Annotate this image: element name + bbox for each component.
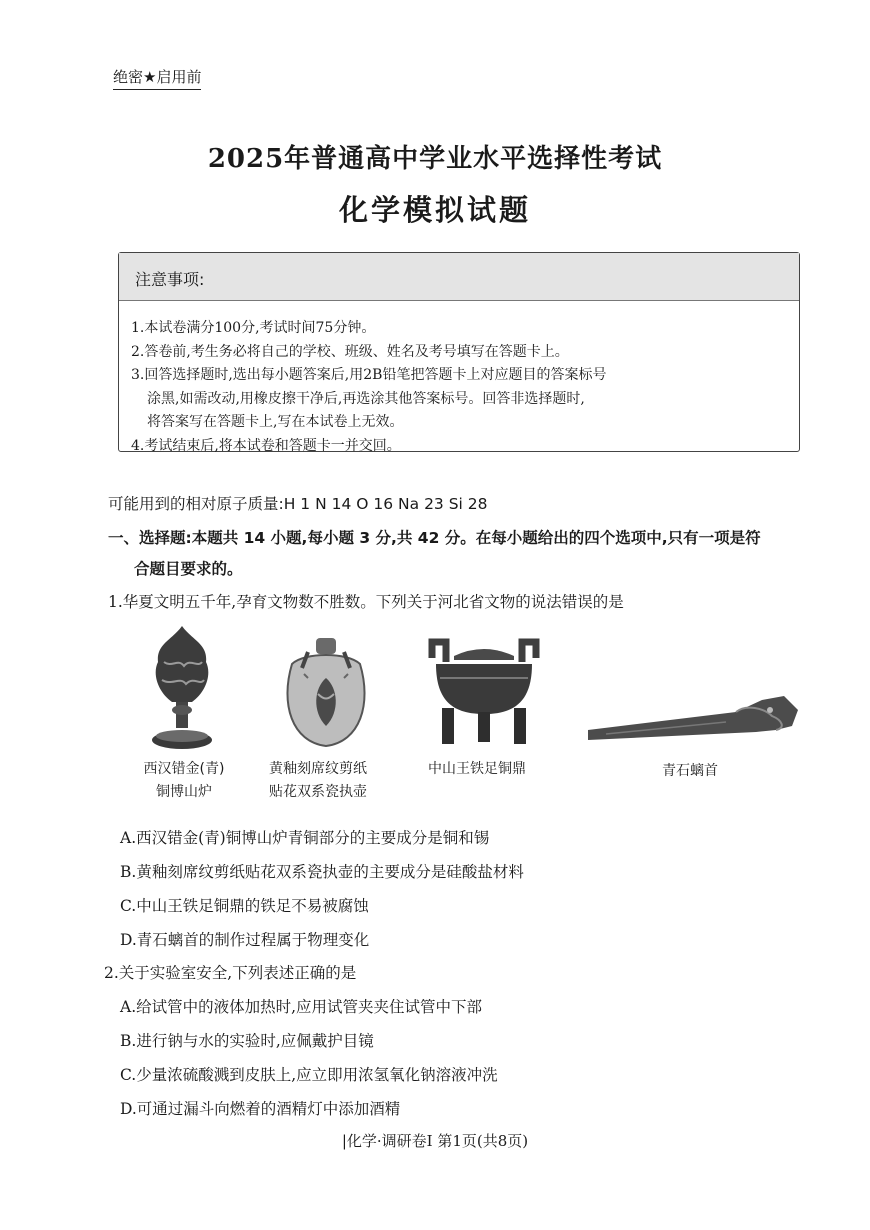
section-heading-cont: 合题目要求的。	[134, 560, 243, 578]
question-2-option-d: D.可通过漏斗向燃着的酒精灯中添加酒精	[120, 1100, 401, 1118]
section-heading: 一、选择题:本题共 14 小题,每小题 3 分,共 42 分。在每小题给出的四个选项中,只有一项是符	[108, 529, 761, 547]
caption-incense-burner	[128, 758, 240, 804]
notice-item: 将答案写在答题卡上,写在本试卷上无效。	[147, 414, 404, 430]
caption-stone-dragon-head	[630, 760, 750, 783]
notice-box	[118, 252, 800, 452]
question-1-option-d: D.青石螭首的制作过程属于物理变化	[120, 931, 370, 949]
caption-line: 铜博山炉	[156, 784, 212, 800]
question-2-stem: 2.关于实验室安全,下列表述正确的是	[104, 964, 357, 982]
notice-item: 2.答卷前,考生务必将自己的学校、班级、姓名及考号填写在答题卡上。	[131, 343, 569, 360]
caption-line: 黄釉刻席纹剪纸	[269, 761, 367, 777]
porcelain-ewer-image	[278, 634, 374, 752]
question-1-option-c: C.中山王铁足铜鼎的铁足不易被腐蚀	[120, 897, 369, 915]
question-2-option-b: B.进行钠与水的实验时,应佩戴护目镜	[120, 1032, 374, 1050]
notice-list	[131, 317, 791, 458]
question-2-option-a: A.给试管中的液体加热时,应用试管夹夹住试管中下部	[120, 998, 483, 1016]
notice-heading: 注意事项:	[119, 253, 799, 301]
exam-subtitle: 化学模拟试题	[338, 193, 531, 227]
caption-line: 中山王铁足铜鼎	[428, 761, 526, 777]
caption-porcelain-ewer	[256, 758, 380, 804]
stone-dragon-head-image	[586, 690, 802, 752]
atomic-masses: 可能用到的相对原子质量:H 1 N 14 O 16 Na 23 Si 28	[108, 495, 488, 513]
confidential-label: 绝密★启用前	[113, 66, 201, 90]
incense-burner-image	[142, 622, 222, 754]
caption-line: 青石螭首	[662, 763, 718, 779]
caption-line: 西汉错金(青)	[143, 761, 225, 777]
bronze-tripod-image	[414, 638, 554, 748]
question-1-stem: 1.华夏文明五千年,孕育文物数不胜数。下列关于河北省文物的说法错误的是	[108, 593, 624, 611]
notice-item: 4.考试结束后,将本试卷和答题卡一并交回。	[131, 437, 401, 454]
notice-item: 3.回答选择题时,选出每小题答案后,用2B铅笔把答题卡上对应题目的答案标号	[131, 367, 607, 383]
notice-item: 涂黑,如需改动,用橡皮擦干净后,再选涂其他答案标号。回答非选择题时,	[147, 390, 585, 407]
page-footer: |化学·调研卷Ⅰ 第1页(共8页)	[341, 1132, 529, 1150]
notice-item: 1.本试卷满分100分,考试时间75分钟。	[131, 320, 376, 336]
question-1-option-b: B.黄釉刻席纹剪纸贴花双系瓷执壶的主要成分是硅酸盐材料	[120, 863, 524, 881]
caption-bronze-tripod	[410, 758, 544, 781]
question-2-option-c: C.少量浓硫酸溅到皮肤上,应立即用浓氢氧化钠溶液冲洗	[120, 1066, 498, 1084]
question-1-option-a: A.西汉错金(青)铜博山炉青铜部分的主要成分是铜和锡	[120, 829, 490, 847]
exam-title: 2025年普通高中学业水平选择性考试	[207, 144, 663, 174]
caption-line: 贴花双系瓷执壶	[269, 784, 367, 800]
